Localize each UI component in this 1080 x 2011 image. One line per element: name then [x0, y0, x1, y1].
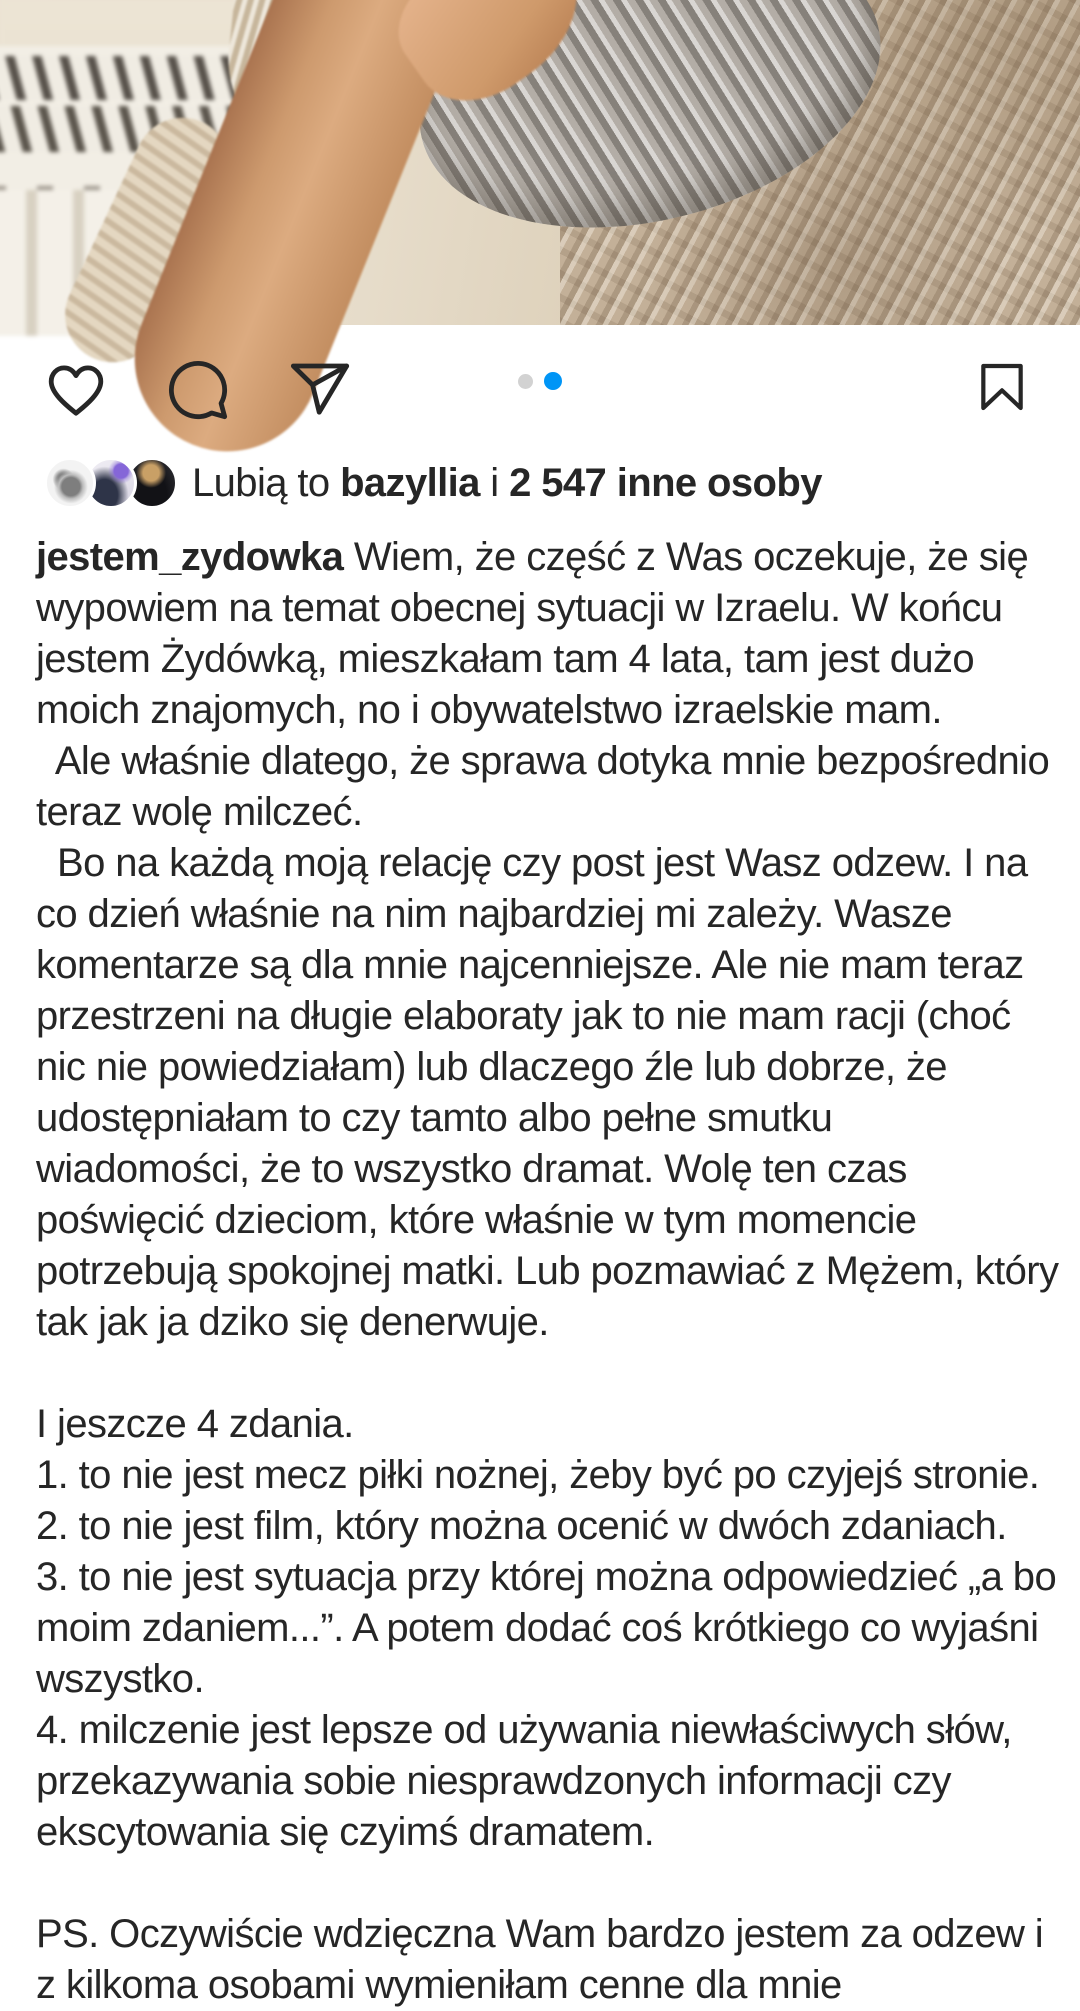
carousel-dots	[0, 372, 1080, 390]
post-photo[interactable]	[0, 0, 1080, 325]
share-icon[interactable]	[288, 358, 352, 422]
caption-line: PS. Oczywiście wdzięczna Wam bardzo jestem za odzew i	[36, 1912, 1044, 1956]
caption-line: wszystko.	[36, 1657, 204, 1701]
likes-connector: i	[479, 460, 510, 505]
caption-blank-line	[36, 1348, 1066, 1399]
caption-line: tak jak ja dziko się denerwuje.	[36, 1300, 549, 1344]
caption-first-line	[36, 532, 1066, 583]
action-bar	[44, 358, 352, 422]
caption-line: potrzebują spokojnej matki. Lub pozmawiać z Mężem, który	[36, 1249, 1059, 1293]
caption-line: udostępniałam to czy tamto albo pełne smutku	[36, 1096, 833, 1140]
likes-prefix: Lubią to	[192, 460, 341, 505]
photo-radiator-grille	[0, 56, 240, 100]
caption-line: 1. to nie jest mecz piłki nożnej, żeby być po czyjejś stronie.	[36, 1453, 1040, 1497]
caption-line: z kilkoma osobami wymieniłam cenne dla mnie	[36, 1963, 842, 2007]
likes-count[interactable]: 2 547 inne osoby	[509, 460, 822, 505]
caption-line: moich znajomych, no i obywatelstwo izraelskie mam.	[36, 688, 942, 732]
comment-icon[interactable]	[166, 358, 230, 422]
caption-first-line-text: Wiem, że część z Was oczekuje, że się	[343, 535, 1029, 579]
caption-line: przestrzeni na długie elaboraty jak to nie mam racji (choć	[36, 994, 1011, 1038]
caption-blank-line	[36, 1858, 1066, 1909]
caption-line: jestem Żydówką, mieszkałam tam 4 lata, tam jest dużo	[36, 637, 975, 681]
caption-line: poświęcić dzieciom, które właśnie w tym momencie	[36, 1198, 917, 1242]
caption-line: nic nie powiedziałam) lub dlaczego źle lub dobrze, że	[36, 1045, 947, 1089]
caption-line: 4. milczenie jest lepsze od używania niewłaściwych słów,	[36, 1708, 1012, 1752]
caption-line: ekscytowania się czyimś dramatem.	[36, 1810, 655, 1854]
carousel-dot	[518, 374, 533, 389]
likes-text	[192, 461, 822, 506]
caption-line: Ale właśnie dlatego, że sprawa dotyka mnie bezpośrednio	[36, 739, 1050, 783]
caption-line: 2. to nie jest film, który można ocenić w dwóch zdaniach.	[36, 1504, 1007, 1548]
bookmark-icon[interactable]	[974, 356, 1030, 418]
caption-line: wiadomości, że to wszystko dramat. Wolę ten czas	[36, 1147, 907, 1191]
caption-line: komentarze są dla mnie najcenniejsze. Ale nie mam teraz	[36, 943, 1024, 987]
caption-line: co dzień właśnie na nim najbardziej mi zależy. Wasze	[36, 892, 952, 936]
caption-username[interactable]: jestem_zydowka	[36, 535, 344, 579]
caption-line: I jeszcze 4 zdania.	[36, 1402, 354, 1446]
liker-avatar-1[interactable]	[44, 457, 96, 509]
caption-line: przekazywania sobie niesprawdzonych informacji czy	[36, 1759, 951, 1803]
liker-username[interactable]: bazyllia	[340, 460, 480, 505]
caption-line: moim zdaniem...”. A potem dodać coś krótkiego co wyjaśni	[36, 1606, 1039, 1650]
caption-lines	[36, 532, 1066, 2011]
heart-icon[interactable]	[44, 358, 108, 422]
save-button[interactable]	[974, 356, 1030, 423]
carousel-dot-active	[544, 372, 562, 390]
caption-line: Bo na każdą moją relację czy post jest Wasz odzew. I na	[36, 841, 1028, 885]
likes-row[interactable]	[44, 454, 822, 512]
caption-line: 3. to nie jest sytuacja przy której można odpowiedzieć „a bo	[36, 1555, 1057, 1599]
liker-avatars[interactable]	[44, 455, 192, 511]
caption-line: wypowiem na temat obecnej sytuacji w Izraelu. W końcu	[36, 586, 1003, 630]
caption-line: teraz wolę milczeć.	[36, 790, 363, 834]
